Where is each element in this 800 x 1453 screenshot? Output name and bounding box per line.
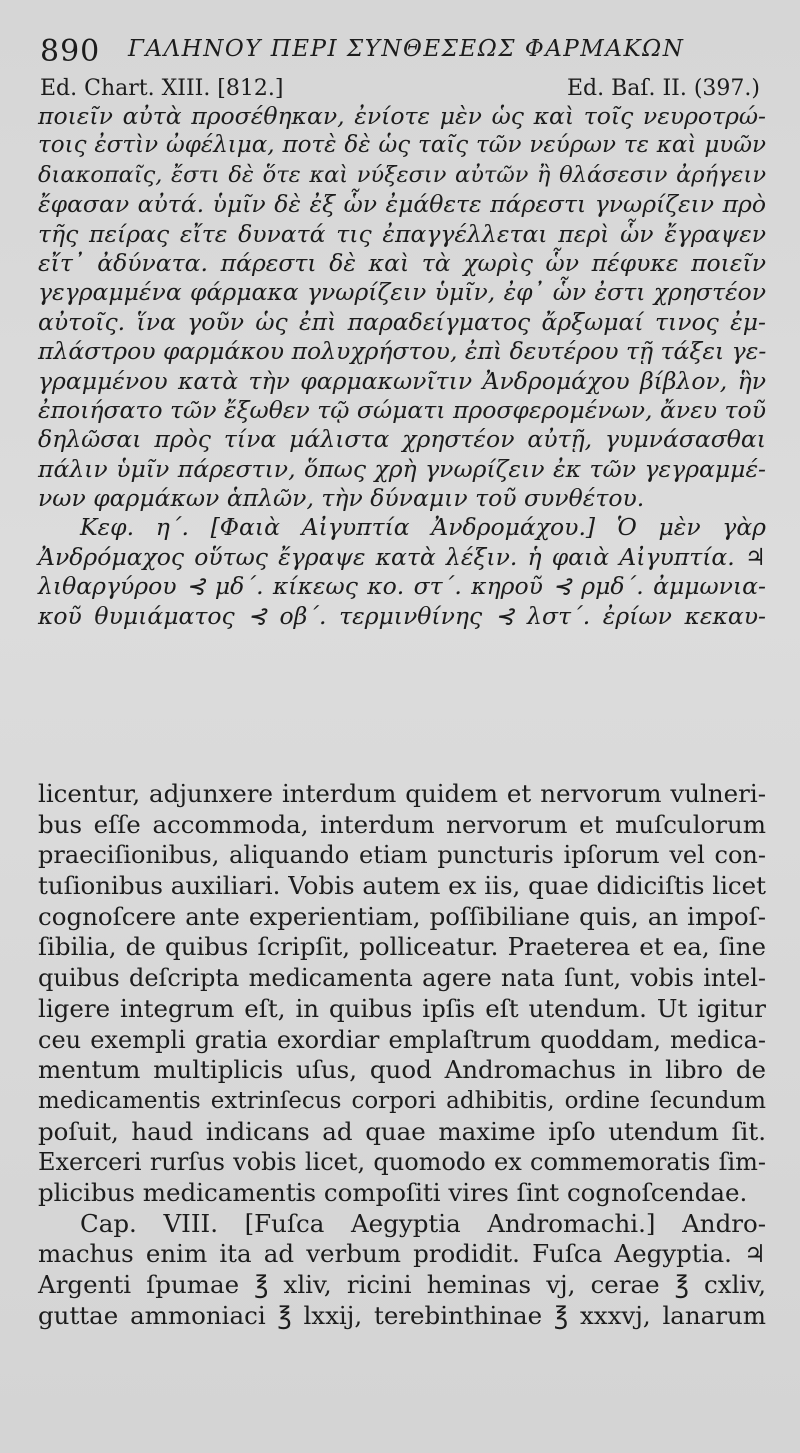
greek-line: Ἀνδρόμαχος οὕτως ἔγραψε κατὰ λέξιν. ἡ φαιὰ Αἰγυπτία. ♃ [38,542,766,571]
greek-line: τοις ἐστὶν ὠφέλιμα, ποτὲ δὲ ὡς ταῖς τῶν νεύρων τε καὶ μυῶν [38,132,766,159]
greek-line: εἴτ᾽ ἀδύνατα. πάρεστι δὲ καὶ τὰ χωρὶς ὧν πέφυκε ποιεῖν [38,248,766,277]
greek-line: λιθαργύρου ⊰ μδ΄. κίκεως κο. στ΄. κηροῦ ⊰ ρμδ΄. ἀμμωνια- [38,572,766,601]
running-title: ΓΑΛΗΝΟΥ ΠΕΡΙ ΣΥΝΘΕΣΕΩΣ ΦΑΡΜΑΚΩΝ [128,36,685,62]
latin-line: Argenti ſpumae ℥ xliv, ricini heminas vj, cerae ℥ cxliv, [38,1270,766,1299]
latin-line: quibus deſcripta medicamenta agere nata ſunt, vobis intel- [38,964,766,993]
edition-chartier: Ed. Chart. XIII. [812.] [40,76,284,101]
latin-line: poſuit, haud indicans ad quae maxime ipſo utendum ſit. [38,1116,766,1146]
edition-reference-line [40,76,760,102]
latin-line: plicibus medicamentis compoſiti vires ſint cognoſcendae. [38,1177,748,1207]
latin-text-block [38,779,766,1331]
latin-line: machus enim ita ad verbum prodidit. Fuſca Aegyptia. ♃ [38,1239,766,1269]
latin-line: medicamentis extrinſecus corpori adhibitis, ordine ſecundum [38,1087,766,1114]
greek-line: γεγραμμένα φάρμακα γνωρίζειν ὑμῖν, ἐφ᾽ ὧν ἐστι χρηστέον [38,278,766,307]
page-number: 890 [40,34,101,69]
latin-line: licentur, adjunxere interdum quidem et nervorum vulneri- [38,779,766,808]
edition-basel: Ed. Baſ. II. (397.) [566,76,760,101]
latin-line: praeciſionibus, aliquando etiam puncturis ipſorum vel con- [38,841,766,870]
greek-line: δηλῶσαι πρὸς τίνα μάλιστα χρηστέον αὐτῇ, γυμνάσασθαι [38,425,766,454]
latin-line: cognoſcere ante experientiam, poſſibiliane quis, an impoſ- [38,901,766,931]
latin-line: Exerceri rurſus vobis licet, quomodo ex commemoratis ſim- [38,1148,766,1177]
latin-line: ſibilia, de quibus ſcripſit, polliceatur. Praeterea et ea, ſine [38,932,766,962]
latin-chapter-heading-line: Cap. VIII. [Fuſca Aegyptia Andromachi.] Andro- [80,1208,766,1238]
latin-line: tuſionibus auxiliari. Vobis autem ex iis, quae didiciſtis licet [38,871,766,901]
greek-line: πλάστρου φαρμάκου πολυχρήστου, ἐπὶ δευτέρου τῇ τάξει γε- [38,337,767,366]
greek-line: αὐτοῖς. ἵνα γοῦν ὡς ἐπὶ παραδείγματος ἄρξωμαί τινος ἐμ- [38,307,766,336]
greek-line: ἐποιήσατο τῶν ἔξωθεν τῷ σώματι προσφερομένων, ἄνευ τοῦ [38,395,766,424]
greek-line: πάλιν ὑμῖν πάρεστιν, ὅπως χρὴ γνωρίζειν ἐκ τῶν γεγραμμέ- [38,454,766,483]
greek-line: ἔφασαν αὐτά. ὑμῖν δὲ ἐξ ὧν ἐμάθετε πάρεστι γνωρίζειν πρὸ [38,190,766,219]
latin-line: mentum multiplicis uſus, quod Andromachus in libro de [38,1055,766,1085]
latin-line: guttae ammoniaci ℥ lxxij, terebinthinae ℥ xxxvj, lanarum [38,1300,766,1330]
page-header [40,28,760,69]
greek-line: νων φαρμάκων ἁπλῶν, τὴν δύναμιν τοῦ συνθέτου. [38,484,645,513]
greek-line: τῆς πείρας εἴτε δυνατά τις ἐπαγγέλλεται περὶ ὧν ἔγραψεν [38,219,766,248]
greek-text-block [38,102,766,631]
latin-line: bus eſſe accommoda, interdum nervorum et muſculorum [38,809,766,839]
latin-line: ligere integrum eſt, in quibus ipſis eſt utendum. Ut igitur [38,993,766,1023]
greek-chapter-heading-line: Κεφ. η΄. [Φαιὰ Αἰγυπτία Ἀνδρομάχου.] Ὁ μὲν γὰρ [80,513,766,542]
greek-line: γραμμένου κατὰ τὴν φαρμακωνῖτιν Ἀνδρομάχου βίβλον, ἣν [38,366,766,395]
greek-line: διακοπαῖς, ἔστι δὲ ὅτε καὶ νύξεσιν αὐτῶν ἢ θλάσεσιν ἀρήγειν [38,161,766,188]
latin-line: ceu exempli gratia exordiar emplaſtrum quoddam, medica- [38,1025,766,1054]
greek-line: κοῦ θυμιάματος ⊰ οβ΄. τερμινθίνης ⊰ λστ΄. ἐρίων κεκαυ- [38,601,766,630]
greek-line: ποιεῖν αὐτὰ προσέθηκαν, ἐνίοτε μὲν ὡς καὶ τοῖς νευροτρώ- [38,102,766,130]
